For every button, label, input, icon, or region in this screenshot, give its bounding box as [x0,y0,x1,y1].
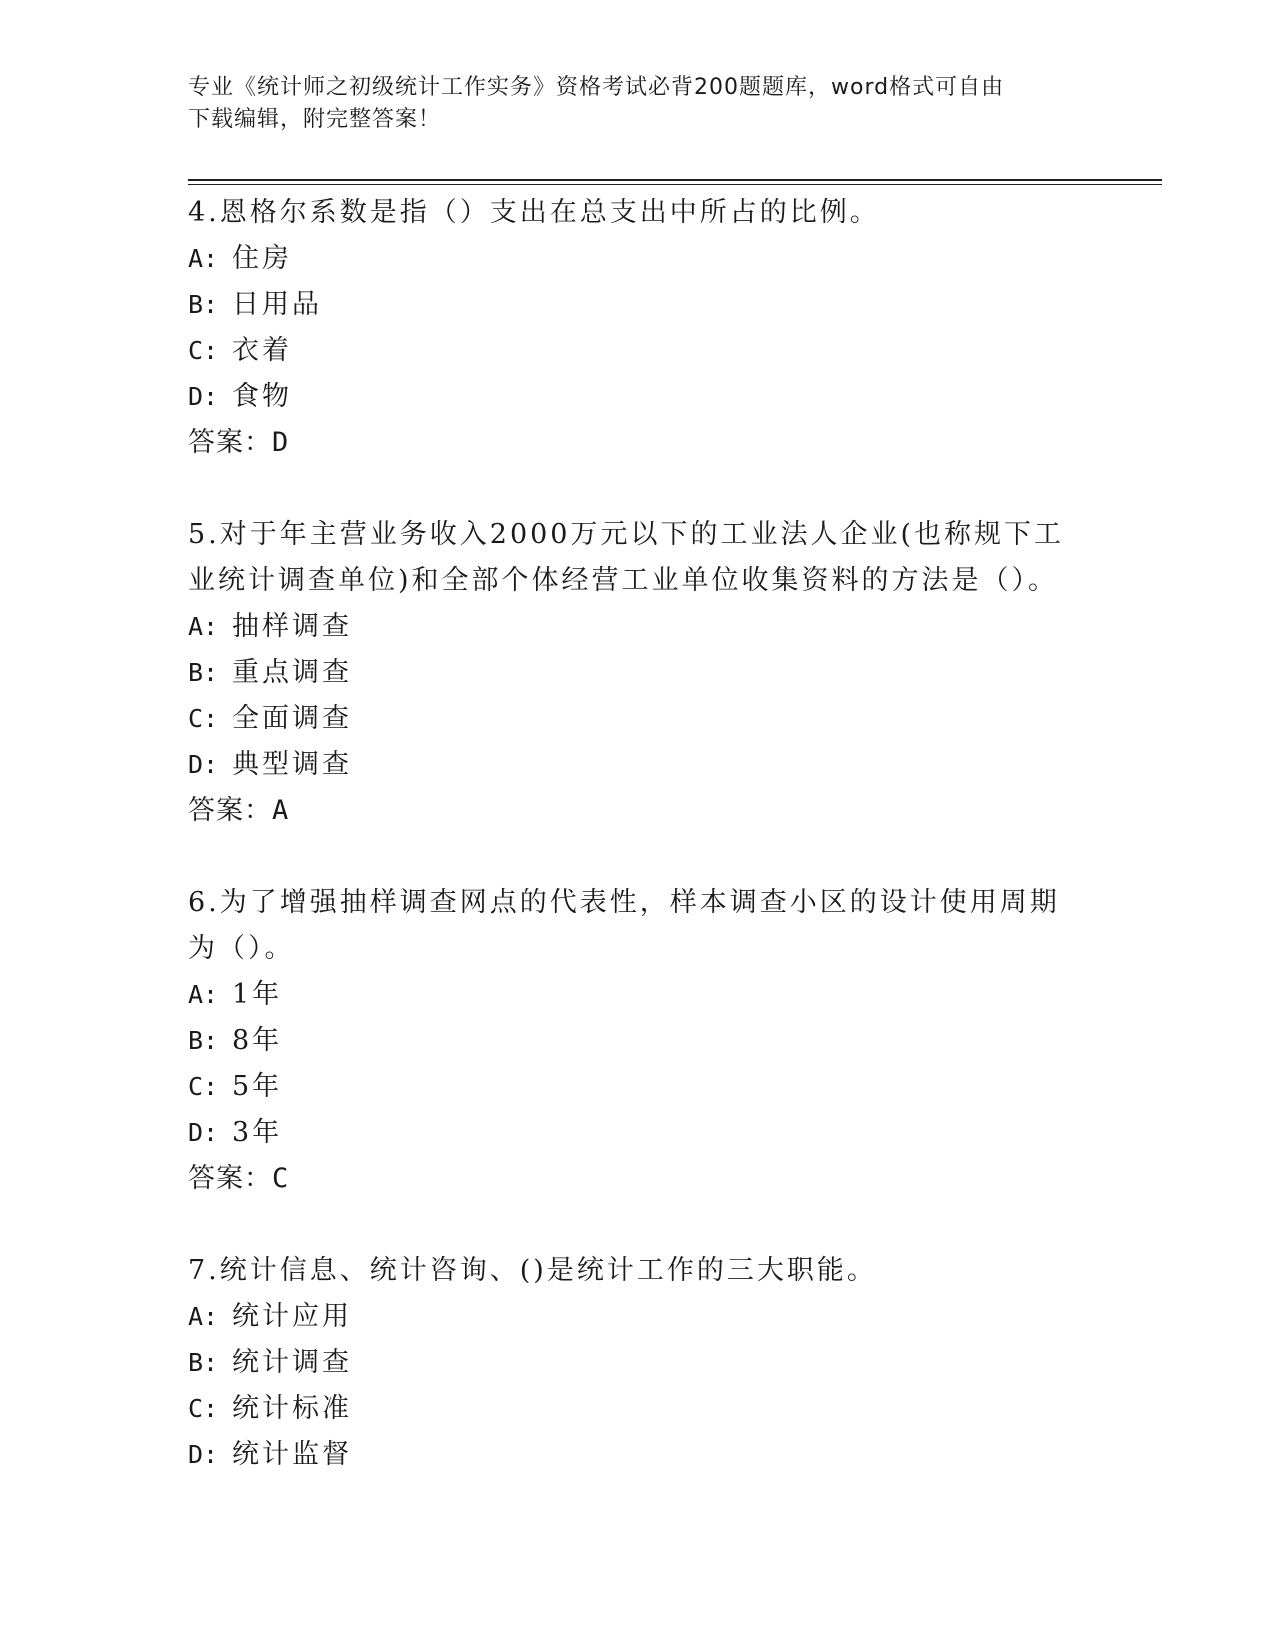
option-text: 典型调查 [232,749,352,780]
option-letter: B: [188,1348,219,1377]
option-letter: A: [188,612,219,641]
option-text: 统计应用 [232,1301,352,1332]
question-6 [188,880,1088,1202]
question-5 [188,512,1088,834]
answer-line [188,788,1088,834]
option-text: 衣着 [232,335,292,366]
option-letter: D: [188,1118,219,1147]
option-letter: B: [188,290,219,319]
option-d [188,1432,1088,1478]
answer-value: D [272,427,289,458]
option-a [188,1294,1088,1340]
option-a [188,604,1088,650]
option-text: 统计监督 [232,1439,352,1470]
header-line-2: 下载编辑，附完整答案！ [188,107,442,132]
answer-value: C [272,1163,289,1194]
option-text: 食物 [232,381,292,412]
option-text: 重点调查 [232,657,352,688]
question-text: 4.恩格尔系数是指（）支出在总支出中所占的比例。 [188,197,880,228]
option-b [188,1018,1088,1064]
option-letter: B: [188,1026,219,1055]
option-text: 全面调查 [232,703,352,734]
option-d [188,374,1088,420]
option-letter: D: [188,382,219,411]
option-text: 1年 [232,979,283,1010]
answer-label: 答案： [188,427,272,458]
option-text: 日用品 [232,289,322,320]
answer-line [188,420,1088,466]
option-letter: A: [188,1302,219,1331]
option-letter: C: [188,1072,219,1101]
option-letter: C: [188,704,219,733]
option-letter: D: [188,1440,219,1469]
question-7 [188,1248,1088,1478]
answer-label: 答案： [188,1163,272,1194]
option-letter: A: [188,980,219,1009]
option-text: 住房 [232,243,292,274]
option-c [188,696,1088,742]
option-letter: C: [188,336,219,365]
option-b [188,650,1088,696]
option-letter: B: [188,658,219,687]
question-text: 6.为了增强抽样调查网点的代表性，样本调查小区的设计使用周期为（）。 [188,887,1060,964]
option-c [188,1064,1088,1110]
answer-label: 答案： [188,795,272,826]
option-text: 统计标准 [232,1393,352,1424]
option-text: 5年 [232,1071,283,1102]
question-4 [188,190,1088,466]
option-a [188,236,1088,282]
option-c [188,328,1088,374]
question-text: 5.对于年主营业务收入2000万元以下的工业法人企业(也称规下工业统计调查单位)和全部个体经营工业单位收集资料的方法是（）。 [188,519,1065,596]
option-letter: C: [188,1394,219,1423]
option-d [188,742,1088,788]
answer-line [188,1156,1088,1202]
answer-value: A [272,795,289,826]
option-a [188,972,1088,1018]
header-line-1: 专业《统计师之初级统计工作实务》资格考试必背200题题库，word格式可自由 [188,75,1005,100]
option-d [188,1110,1088,1156]
option-b [188,282,1088,328]
document-header [188,72,1088,136]
option-text: 8年 [232,1025,283,1056]
question-text: 7.统计信息、统计咨询、()是统计工作的三大职能。 [188,1255,877,1286]
option-b [188,1340,1088,1386]
question-list [188,190,1088,1524]
option-text: 抽样调查 [232,611,352,642]
option-text: 3年 [232,1117,283,1148]
option-text: 统计调查 [232,1347,352,1378]
header-divider-thick [188,179,1162,181]
option-letter: A: [188,244,219,273]
header-divider-thin [188,184,1162,185]
option-letter: D: [188,750,219,779]
option-c [188,1386,1088,1432]
